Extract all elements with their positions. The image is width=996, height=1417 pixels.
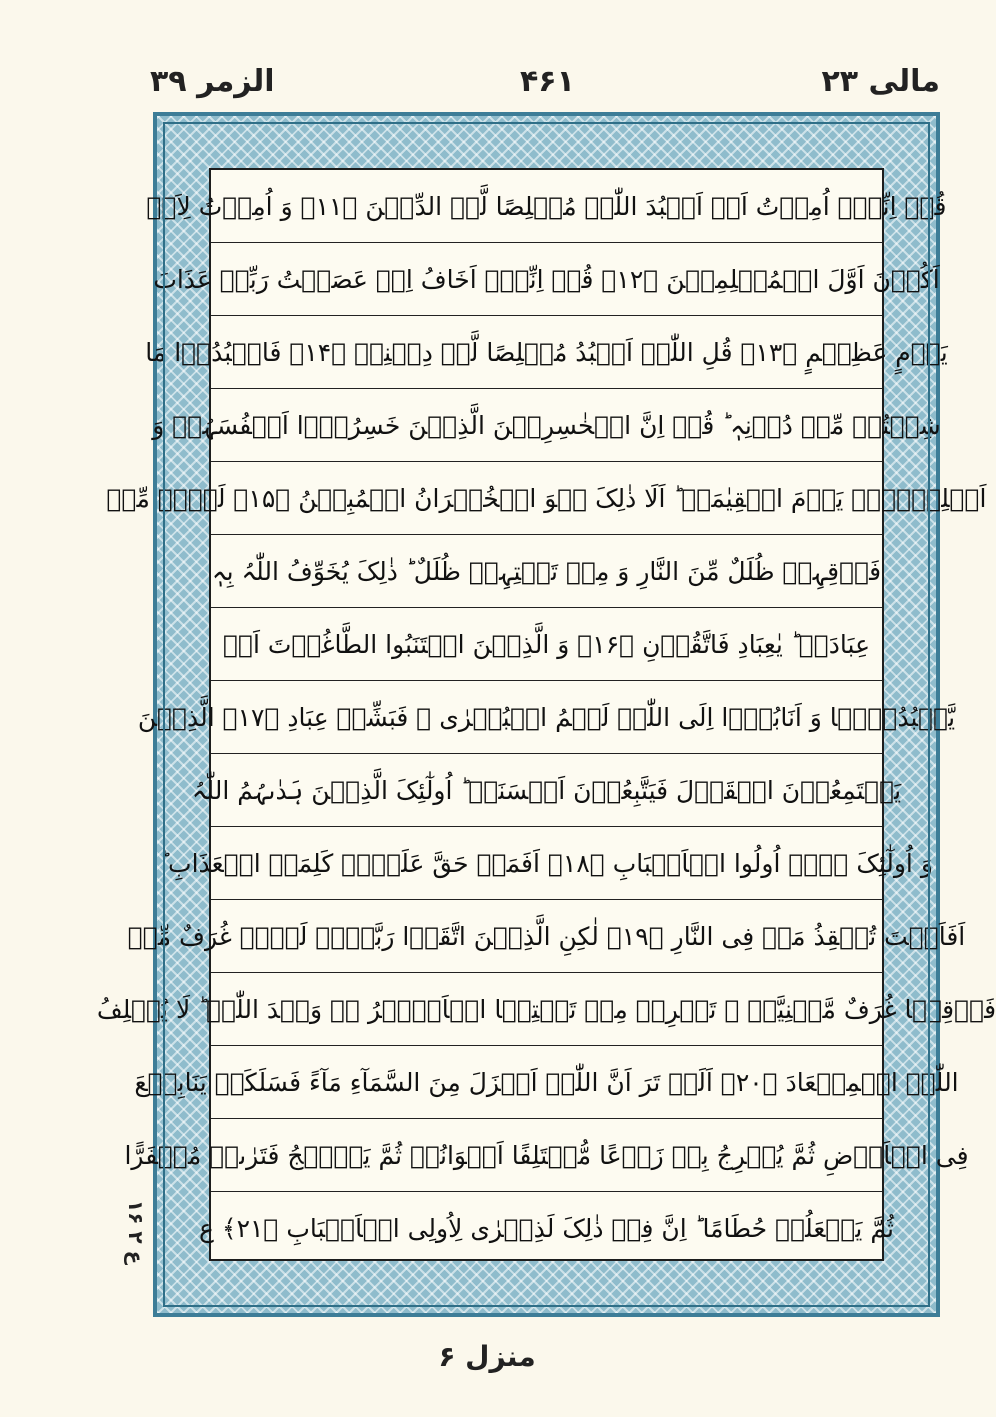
text-line: اللّٰہُ الۡمِیۡعَادَ ﴿۲۰﴾ اَلَمۡ تَرَ اَنَّ اللّٰہَ اَنۡزَلَ مِنَ السَّمَآءِ مَآءً فَسَلَکَہٗ یَنَابِیۡعَ: [211, 1046, 882, 1119]
manzil-footer: منزل ۶: [438, 1340, 536, 1373]
text-line: وَ اُولٰٓئِکَ ہُمۡ اُولُوا الۡاَلۡبَابِ ﴿۱۸﴾ اَفَمَنۡ حَقَّ عَلَیۡہِ کَلِمَۃُ الۡعَذَابِ ؕ: [211, 827, 882, 900]
text-line: شِئۡتُمۡ مِّنۡ دُوۡنِہٖ ؕ قُلۡ اِنَّ الۡخٰسِرِیۡنَ الَّذِیۡنَ خَسِرُوۡۤا اَنۡفُسَہُمۡ وَ: [211, 389, 882, 462]
text-line: قُلۡ اِنِّیۡۤ اُمِرۡتُ اَنۡ اَعۡبُدَ اللّٰہَ مُخۡلِصًا لَّہُ الدِّیۡنَ ﴿۱۱﴾ وَ اُمِرۡتُ لِاَنۡ: [211, 170, 882, 243]
text-line: اَکُوۡنَ اَوَّلَ الۡمُسۡلِمِیۡنَ ﴿۱۲﴾ قُلۡ اِنِّیۡۤ اَخَافُ اِنۡ عَصَیۡتُ رَبِّیۡ عَذَابَ: [211, 243, 882, 316]
text-line: یَّعۡبُدُوۡہَا وَ اَنَابُوۡۤا اِلَی اللّٰہِ لَہُمُ الۡبُشۡرٰی ۚ فَبَشِّرۡ عِبَادِ ﴿۱۷﴾ الَّذِیۡنَ: [211, 681, 882, 754]
text-line: فِی الۡاَرۡضِ ثُمَّ یُخۡرِجُ بِہٖ زَرۡعًا مُّخۡتَلِفًا اَلۡوَانُہٗ ثُمَّ یَہِیۡجُ فَتَرٰىہُ مُصۡفَرًّا: [211, 1119, 882, 1192]
text-line: ثُمَّ یَجۡعَلُہٗ حُطَامًا ؕ اِنَّ فِیۡ ذٰلِکَ لَذِکۡرٰی لِاُولِی الۡاَلۡبَابِ ﴿۲۱﴾ ع: [199, 1214, 894, 1243]
text-line: فَوۡقِہَا غُرَفٌ مَّبۡنِیَّۃٌ ۙ تَجۡرِیۡ مِنۡ تَحۡتِہَا الۡاَنۡہٰرُ ۬ؕ وَعۡدَ اللّٰہِ ؕ لَا یُخۡلِفُ: [211, 973, 882, 1046]
surah-name: الزمر ۳۹: [150, 64, 275, 99]
page-header: [150, 58, 940, 106]
text-line: یَوۡمٍ عَظِیۡمٍ ﴿۱۳﴾ قُلِ اللّٰہَ اَعۡبُدُ مُخۡلِصًا لَّہٗ دِیۡنِیۡ ﴿۱۴﴾ فَاعۡبُدُوۡا مَا: [211, 316, 882, 389]
text-line: عِبَادَہٗ ؕ یٰعِبَادِ فَاتَّقُوۡنِ ﴿۱۶﴾ وَ الَّذِیۡنَ اجۡتَنَبُوا الطَّاغُوۡتَ اَنۡ: [211, 608, 882, 681]
text-line: اَفَاَنۡتَ تُنۡقِذُ مَنۡ فِی النَّارِ ﴿۱۹﴾ لٰکِنِ الَّذِیۡنَ اتَّقَوۡا رَبَّہُمۡ لَہُمۡ غُرَفٌ مِّنۡ: [211, 900, 882, 973]
para-name: مالی ۲۳: [821, 64, 940, 99]
text-line: یَسۡتَمِعُوۡنَ الۡقَوۡلَ فَیَتَّبِعُوۡنَ اَحۡسَنَہٗ ؕ اُولٰٓئِکَ الَّذِیۡنَ ہَدٰىہُمُ اللّٰہُ: [211, 754, 882, 827]
page-number: ۴۶۱: [520, 64, 575, 99]
ruku-marker: ع ۲ ۱۶: [124, 1200, 148, 1265]
text-line: اَہۡلِیۡہِمۡ یَوۡمَ الۡقِیٰمَۃِ ؕ اَلَا ذٰلِکَ ہُوَ الۡخُسۡرَانُ الۡمُبِیۡنُ ﴿۱۵﴾ لَہُمۡ مِّنۡ: [211, 462, 882, 535]
text-line: فَوۡقِہِمۡ ظُلَلٌ مِّنَ النَّارِ وَ مِنۡ تَحۡتِہِمۡ ظُلَلٌ ؕ ذٰلِکَ یُخَوِّفُ اللّٰہُ بِہٖ: [211, 535, 882, 608]
